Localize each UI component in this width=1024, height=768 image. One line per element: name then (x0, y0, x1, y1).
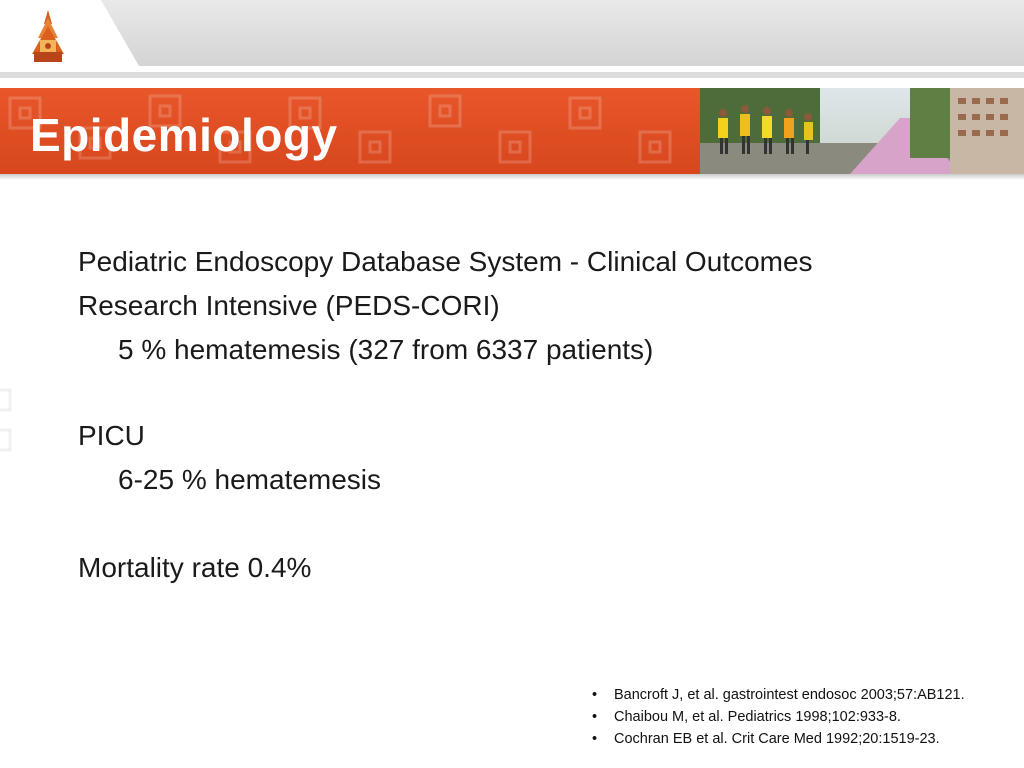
slide-title: Epidemiology (30, 109, 338, 161)
header-grey-band (90, 0, 1024, 66)
reference-item (592, 706, 1022, 728)
reference-item (592, 684, 1022, 706)
runners-campus-photo (700, 88, 1024, 174)
slide-body (78, 240, 998, 590)
reference-text: Cochran EB et al. Crit Care Med 1992;20:1519-23. (614, 731, 940, 747)
peds-cori-heading-line1: Pediatric Endoscopy Database System - Clinical Outcomes (78, 246, 813, 277)
peds-cori-heading-line2: Research Intensive (PEDS-CORI) (78, 290, 500, 321)
header-divider (0, 72, 1024, 78)
university-emblem-icon (28, 8, 68, 66)
bullet-icon: • (592, 709, 598, 725)
reference-list (592, 684, 1022, 750)
top-header-strip (0, 0, 1024, 86)
picu-heading: PICU (78, 420, 145, 451)
spacer (78, 372, 998, 414)
bullet-icon: • (592, 731, 598, 747)
reference-item (592, 728, 1022, 750)
reference-text: Bancroft J, et al. gastrointest endosoc 2003;57:AB121. (614, 687, 965, 703)
mortality-rate: Mortality rate 0.4% (78, 552, 312, 583)
reference-text: Chaibou M, et al. Pediatrics 1998;102:933-8. (614, 709, 901, 725)
peds-cori-detail: 5 % hematemesis (327 from 6337 patients) (118, 334, 654, 365)
bullet-icon: • (592, 687, 598, 703)
decorative-side-pattern-icon (0, 380, 14, 470)
picu-detail: 6-25 % hematemesis (118, 464, 382, 495)
spacer (78, 502, 998, 546)
title-band-shadow (0, 174, 1024, 180)
